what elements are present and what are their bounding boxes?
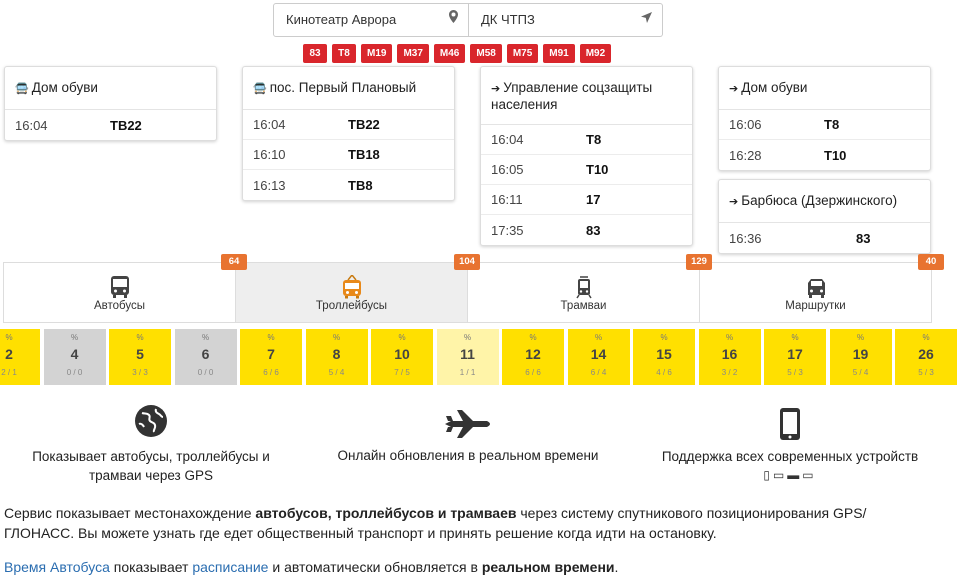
vehicle-count: 1 / 1 bbox=[459, 368, 476, 377]
device-icons: ▯▭▬▭ bbox=[763, 468, 817, 482]
feature-devices bbox=[640, 407, 940, 485]
stop-card bbox=[718, 179, 931, 254]
route-tile[interactable] bbox=[568, 329, 630, 385]
stop-card bbox=[242, 66, 455, 201]
route-search bbox=[273, 3, 663, 37]
tab-label: Маршрутки bbox=[785, 300, 846, 312]
about-bold: автобусов, троллейбусов и трамваев bbox=[255, 505, 517, 521]
arrival-time: 16:11 bbox=[491, 192, 523, 207]
route-chip[interactable]: M37 bbox=[397, 44, 428, 63]
bus-icon bbox=[107, 275, 133, 299]
tab-minibuses[interactable] bbox=[700, 263, 931, 322]
stop-header[interactable] bbox=[719, 67, 930, 110]
tab-label: Автобусы bbox=[93, 300, 146, 312]
about-bold: реальном времени bbox=[481, 559, 615, 575]
route-tile[interactable] bbox=[895, 329, 957, 385]
route-tile[interactable] bbox=[0, 329, 40, 385]
schedule-link[interactable]: расписание bbox=[192, 559, 269, 575]
about-text: через систему спутникового позиционирования GPS/ bbox=[516, 505, 867, 521]
arrival-time: 16:04 bbox=[253, 117, 286, 132]
arrival-route: 17 bbox=[586, 192, 601, 207]
tram-icon bbox=[571, 275, 597, 299]
arrival-route: Т10 bbox=[824, 147, 847, 163]
percent-label: % bbox=[398, 333, 406, 342]
vehicle-count: 3 / 2 bbox=[721, 368, 738, 377]
location-arrow-icon[interactable] bbox=[641, 4, 652, 36]
vehicle-count: 5 / 4 bbox=[328, 368, 345, 377]
arrival-route: 83 bbox=[856, 230, 871, 246]
to-field[interactable] bbox=[469, 3, 663, 37]
route-tile[interactable] bbox=[633, 329, 695, 385]
route-number: 11 bbox=[460, 346, 475, 362]
vehicle-count: 0 / 0 bbox=[66, 368, 83, 377]
route-grid bbox=[0, 329, 957, 385]
to-value: ДК ЧТПЗ bbox=[481, 12, 535, 27]
arrival-row bbox=[243, 170, 454, 200]
stop-name: Дом обуви bbox=[741, 80, 808, 95]
route-chips bbox=[303, 44, 611, 63]
percent-label: % bbox=[5, 333, 13, 342]
route-number: 8 bbox=[332, 346, 341, 362]
percent-label: % bbox=[922, 333, 930, 342]
arrival-time: 16:36 bbox=[729, 230, 762, 246]
arrival-row bbox=[243, 140, 454, 170]
percent-label: % bbox=[791, 333, 799, 342]
route-number: 2 bbox=[5, 346, 13, 362]
route-chip[interactable]: M75 bbox=[507, 44, 538, 63]
route-chip[interactable]: M58 bbox=[470, 44, 501, 63]
stop-card bbox=[480, 66, 693, 246]
about-paragraph-2 bbox=[4, 557, 934, 577]
count-badge: 64 bbox=[221, 254, 247, 270]
route-tile[interactable] bbox=[830, 329, 892, 385]
arrival-route: 83 bbox=[586, 222, 601, 238]
from-field[interactable] bbox=[273, 3, 469, 37]
route-chip[interactable]: T8 bbox=[332, 44, 356, 63]
route-number: 10 bbox=[394, 346, 410, 362]
arrival-time: 16:13 bbox=[253, 177, 286, 193]
route-chip[interactable]: M19 bbox=[361, 44, 392, 63]
vehicle-count: 0 / 0 bbox=[197, 368, 214, 377]
tab-label: Троллейбусы bbox=[315, 300, 388, 312]
arrival-time: 16:06 bbox=[729, 117, 762, 132]
arrival-row bbox=[481, 185, 692, 215]
tab-trams[interactable] bbox=[468, 263, 700, 322]
arrival-time: 16:04 bbox=[491, 132, 524, 147]
route-tile[interactable] bbox=[44, 329, 106, 385]
percent-label: % bbox=[332, 333, 341, 342]
percent-label: % bbox=[201, 333, 210, 342]
arrival-row bbox=[719, 223, 930, 253]
stop-header[interactable] bbox=[481, 67, 692, 125]
globe-icon bbox=[10, 404, 292, 438]
about-text: Сервис показывает местонахождение bbox=[4, 505, 256, 521]
bus-icon: 🚍 bbox=[253, 83, 267, 95]
arrival-route: Т8 bbox=[586, 132, 602, 147]
vehicle-count: 6 / 6 bbox=[525, 368, 541, 377]
route-number: 5 bbox=[136, 346, 144, 362]
arrival-time: 16:05 bbox=[491, 162, 524, 177]
arrival-route: ТВ22 bbox=[348, 117, 380, 132]
about-text: . bbox=[614, 559, 619, 575]
arrival-route: ТВ22 bbox=[110, 117, 142, 133]
vehicle-count: 5 / 4 bbox=[852, 368, 869, 377]
about-text: и автоматически обновляется в bbox=[268, 559, 482, 575]
route-tile[interactable] bbox=[764, 329, 826, 385]
about-text: показывает bbox=[109, 559, 193, 575]
route-chip[interactable]: M91 bbox=[543, 44, 574, 63]
feature-text: Показывает автобусы, троллейбусы и bbox=[32, 449, 270, 464]
brand-link[interactable]: Время Автобуса bbox=[4, 559, 110, 575]
percent-label: % bbox=[70, 333, 79, 342]
arrow-circle-icon: ➔ bbox=[491, 83, 501, 95]
arrival-time: 16:28 bbox=[729, 147, 762, 163]
route-tile[interactable] bbox=[371, 329, 433, 385]
arrival-time: 17:35 bbox=[491, 222, 524, 238]
map-pin-icon[interactable] bbox=[449, 4, 458, 36]
stop-header[interactable] bbox=[719, 180, 930, 223]
route-tile[interactable] bbox=[502, 329, 564, 385]
percent-label: % bbox=[529, 333, 537, 342]
percent-label: % bbox=[725, 333, 734, 342]
route-number: 7 bbox=[267, 346, 275, 362]
stop-name: Дом обуви bbox=[31, 80, 98, 95]
route-number: 19 bbox=[852, 346, 869, 362]
minibus-icon bbox=[803, 275, 829, 299]
stop-card bbox=[4, 66, 217, 141]
arrival-row bbox=[481, 215, 692, 245]
arrival-row bbox=[481, 155, 692, 185]
route-number: 26 bbox=[918, 346, 934, 362]
about-paragraph bbox=[4, 503, 934, 543]
about-text: ГЛОНАСС. Вы можете узнать где едет общественный транспорт и принять решение когда идти на остановку. bbox=[4, 525, 717, 541]
route-tile[interactable] bbox=[306, 329, 368, 385]
smartphone-icon bbox=[640, 407, 940, 441]
count-badge: 104 bbox=[454, 254, 480, 270]
arrival-row bbox=[719, 140, 930, 170]
arrow-circle-icon: ➔ bbox=[729, 196, 739, 208]
route-number: 4 bbox=[70, 346, 79, 362]
stop-card bbox=[718, 66, 931, 171]
percent-label: % bbox=[660, 333, 668, 342]
feature-text: трамваи через GPS bbox=[88, 468, 213, 483]
vehicle-count: 6 / 6 bbox=[263, 368, 279, 377]
percent-label: % bbox=[267, 333, 275, 342]
count-badge: 129 bbox=[686, 254, 712, 270]
route-number: 17 bbox=[787, 346, 803, 362]
feature-gps bbox=[10, 404, 292, 485]
arrival-row bbox=[719, 110, 930, 140]
arrival-route: Т8 bbox=[824, 117, 840, 132]
percent-label: % bbox=[594, 333, 603, 342]
vehicle-count: 3 / 3 bbox=[132, 368, 148, 377]
vehicle-count: 5 / 3 bbox=[918, 368, 934, 377]
feature-text: Онлайн обновления в реальном времени bbox=[337, 448, 599, 463]
route-number: 6 bbox=[201, 346, 210, 362]
vehicle-count: 7 / 5 bbox=[394, 368, 410, 377]
arrival-time: 16:04 bbox=[15, 117, 48, 133]
route-chip[interactable]: M46 bbox=[434, 44, 465, 63]
stop-header[interactable] bbox=[5, 67, 216, 110]
arrival-route: ТВ8 bbox=[348, 177, 373, 193]
route-number: 12 bbox=[525, 346, 541, 362]
feature-realtime bbox=[315, 409, 621, 465]
route-tile[interactable] bbox=[240, 329, 302, 385]
tab-trolleybuses[interactable] bbox=[236, 263, 468, 322]
route-number: 16 bbox=[721, 346, 738, 362]
route-number: 15 bbox=[656, 346, 672, 362]
percent-label: % bbox=[856, 333, 865, 342]
bus-icon: 🚍 bbox=[15, 83, 29, 95]
from-value: Кинотеатр Аврора bbox=[286, 12, 397, 27]
route-tile[interactable] bbox=[109, 329, 171, 385]
arrival-row bbox=[481, 125, 692, 155]
tab-label: Трамваи bbox=[560, 300, 607, 312]
percent-label: % bbox=[463, 333, 472, 342]
vehicle-count: 2 / 1 bbox=[1, 368, 17, 377]
arrival-route: Т10 bbox=[586, 162, 609, 177]
arrival-row bbox=[5, 110, 216, 140]
arrival-time: 16:10 bbox=[253, 147, 286, 162]
tab-buses[interactable] bbox=[4, 263, 236, 322]
route-chip[interactable]: 83 bbox=[303, 44, 327, 63]
route-number: 14 bbox=[590, 346, 607, 362]
vehicle-count: 6 / 4 bbox=[590, 368, 607, 377]
arrival-row bbox=[243, 110, 454, 140]
route-tile[interactable] bbox=[437, 329, 499, 385]
stop-header[interactable] bbox=[243, 67, 454, 110]
jet-plane-icon bbox=[315, 409, 621, 439]
percent-label: % bbox=[136, 333, 144, 342]
transport-tabs bbox=[3, 262, 932, 323]
vehicle-count: 4 / 6 bbox=[656, 368, 672, 377]
arrow-circle-icon: ➔ bbox=[729, 83, 739, 95]
route-tile[interactable] bbox=[699, 329, 761, 385]
feature-text: Поддержка всех современных устройств bbox=[661, 449, 919, 464]
trolleybus-icon bbox=[339, 275, 365, 299]
count-badge: 40 bbox=[918, 254, 944, 270]
stop-name: Барбюса (Дзержинского) bbox=[741, 193, 898, 208]
route-tile[interactable] bbox=[175, 329, 237, 385]
arrival-route: ТВ18 bbox=[348, 147, 380, 162]
stop-name: пос. Первый Плановый bbox=[269, 80, 417, 95]
route-chip[interactable]: M92 bbox=[580, 44, 611, 63]
stop-name: Управление соцзащиты населения bbox=[491, 80, 653, 112]
vehicle-count: 5 / 3 bbox=[787, 368, 803, 377]
